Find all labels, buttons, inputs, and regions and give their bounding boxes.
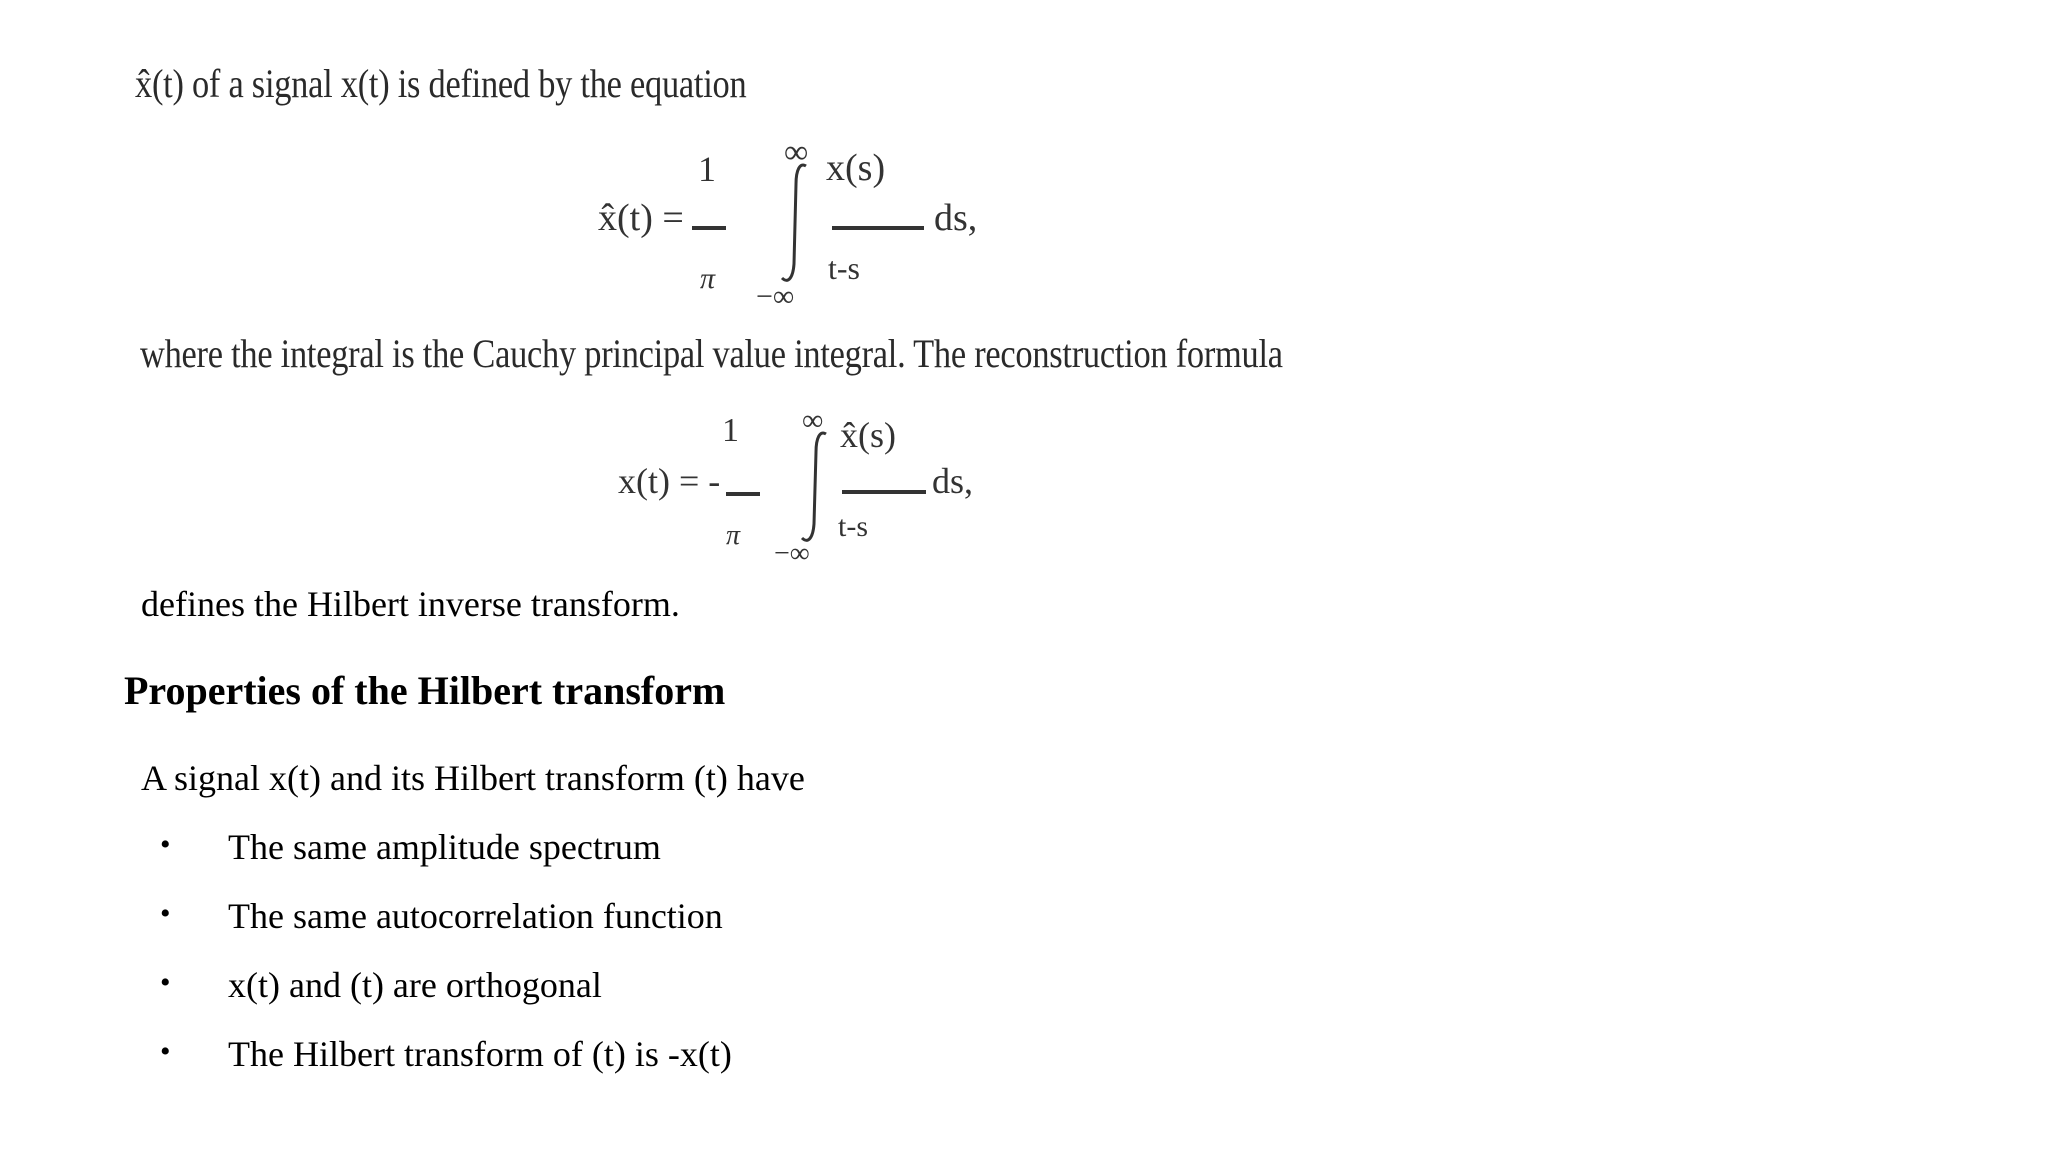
definition-intro-line: x̂(t) of a signal x(t) is defined by the equation <box>135 61 747 106</box>
bullet-marker: • <box>160 966 171 999</box>
eq2-numerator: 1 <box>722 412 739 449</box>
list-item-text: The Hilbert transform of (t) is -x(t) <box>228 1034 732 1074</box>
eq2-integral-sign <box>798 428 838 548</box>
list-item-text: The same amplitude spectrum <box>228 827 661 867</box>
list-item-text: x(t) and (t) are orthogonal <box>228 965 602 1005</box>
eq1-integrand-denominator: t-s <box>828 250 860 286</box>
bullet-marker: • <box>160 1035 171 1068</box>
bullet-marker: • <box>160 828 171 861</box>
eq1-upper-limit: ∞ <box>784 134 809 171</box>
eq2-integrand-numerator: x̂(s) <box>840 415 896 455</box>
section-heading: Properties of the Hilbert transform <box>124 668 726 713</box>
eq2-lhs: x(t) = - <box>618 461 721 501</box>
eq1-lhs: x̂(t) = <box>598 197 684 239</box>
eq2-denominator: π <box>726 520 741 551</box>
eq2-upper-limit: ∞ <box>802 404 824 437</box>
bullet-marker: • <box>160 897 171 930</box>
inverse-transform-sentence: defines the Hilbert inverse transform. <box>141 584 680 624</box>
properties-intro: A signal x(t) and its Hilbert transform (t) have <box>141 758 805 798</box>
list-item-text: The same autocorrelation function <box>228 896 723 936</box>
eq2-integrand-bar <box>842 490 926 494</box>
eq1-integrand-numerator: x(s) <box>826 147 886 189</box>
eq2-integrand-denominator: t-s <box>838 510 868 543</box>
cauchy-principal-value-line: where the integral is the Cauchy principal value integral. The reconstruction formula <box>140 331 1283 376</box>
eq1-denominator: π <box>700 262 716 295</box>
eq1-tail: ds, <box>934 197 978 239</box>
eq2-fraction-bar <box>726 492 760 496</box>
eq2-lower-limit: −∞ <box>774 538 810 569</box>
eq1-numerator: 1 <box>698 149 716 189</box>
eq2-tail: ds, <box>932 461 974 501</box>
eq1-lower-limit: −∞ <box>756 280 795 313</box>
